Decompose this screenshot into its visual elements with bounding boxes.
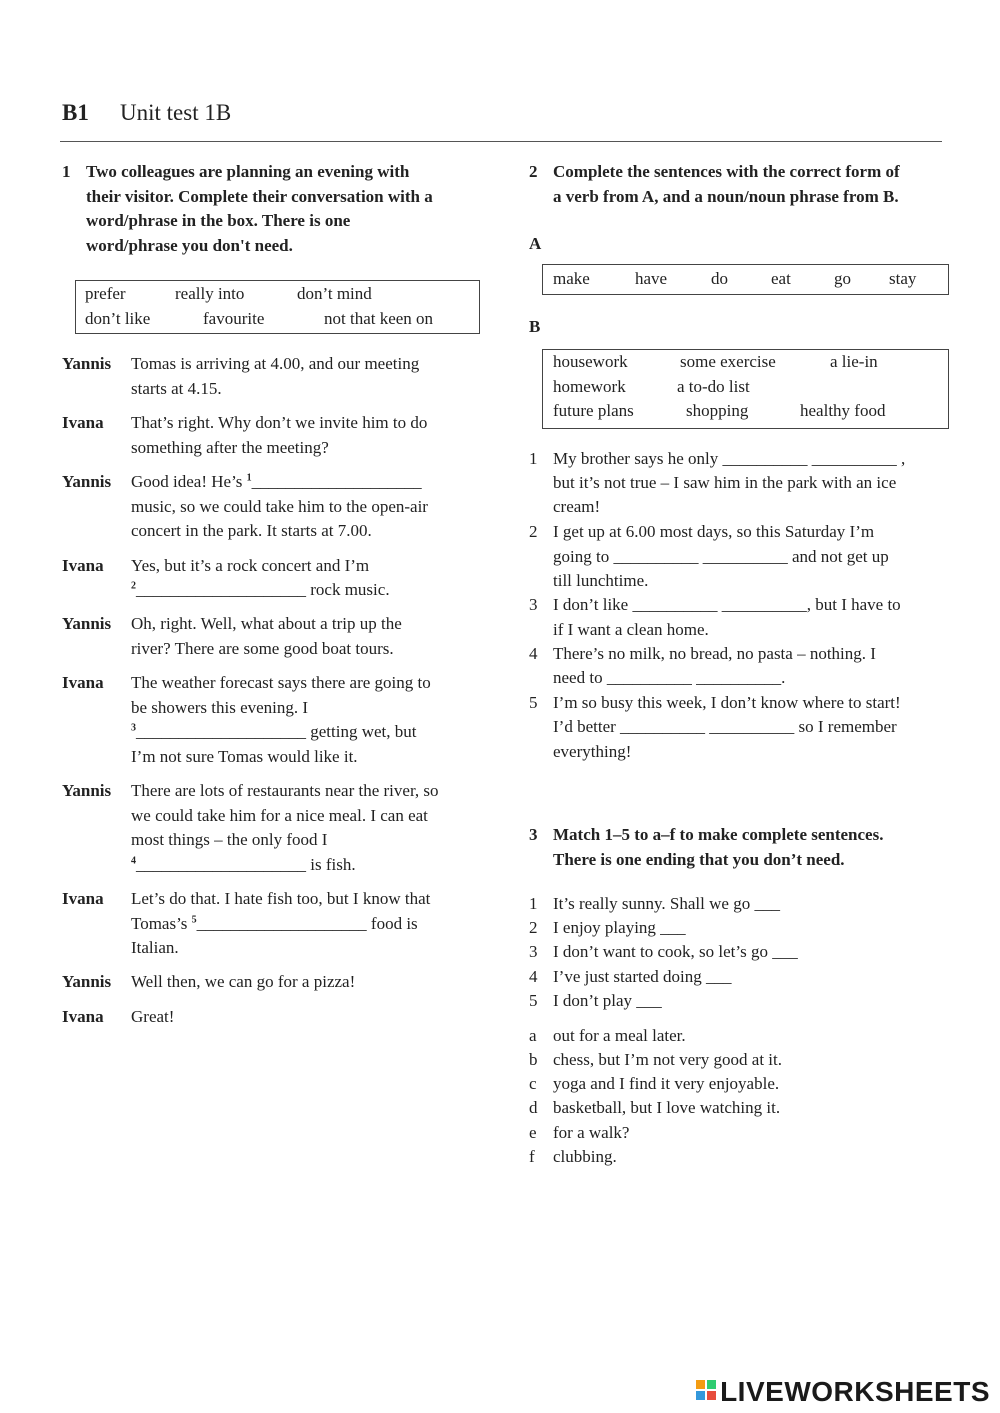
gap-number: 5	[191, 914, 197, 926]
q1-word-box-row	[76, 282, 479, 307]
dialogue-line: music, so we could take him to the open-air	[131, 497, 428, 516]
q3-instruction	[529, 823, 949, 872]
dialogue-text: rock music.	[310, 580, 390, 599]
q1-word: not that keen on	[324, 308, 434, 328]
q2-item-line: There’s no milk, no bread, no pasta – nothing. I	[553, 644, 876, 663]
dialogue-line	[131, 470, 422, 495]
noun-option: housework	[553, 352, 628, 371]
q3-ending-letter: d	[529, 1098, 538, 1117]
q3-ending-letter: f	[529, 1147, 535, 1166]
answer-gap-3[interactable]: ____________________	[136, 722, 306, 741]
answer-gap-1[interactable]: ____________________	[251, 472, 422, 491]
q2-item-line: if I want a clean home.	[553, 620, 709, 639]
box-b-label: B	[529, 317, 541, 336]
speaker-name: Yannis	[62, 472, 112, 491]
speaker-name: Yannis	[62, 781, 112, 800]
dialogue-line: That’s right. Why don’t we invite him to do	[131, 413, 428, 432]
dialogue-line	[131, 720, 416, 745]
dialogue-line: Let’s do that. I hate fish too, but I know that	[131, 889, 431, 908]
noun-box-b	[542, 349, 949, 429]
speaker-name: Ivana	[62, 673, 104, 692]
dialogue-line: river? There are some good boat tours.	[131, 639, 394, 658]
verb-option: have	[635, 269, 668, 288]
q1-word: don’t mind	[297, 284, 372, 303]
speaker-name: Ivana	[62, 1007, 104, 1026]
header-divider	[60, 141, 942, 142]
noun-option: a lie-in	[830, 352, 878, 371]
q2-item-line[interactable]: I’d better __________ __________ so I remember	[553, 717, 897, 736]
speaker-name: Ivana	[62, 889, 104, 908]
dialogue-line: starts at 4.15.	[131, 379, 222, 398]
dialogue-line: Italian.	[131, 938, 179, 957]
dialogue-line: be showers this evening. I	[131, 698, 309, 717]
q3-ending-letter: b	[529, 1050, 538, 1069]
q2-item-number: 1	[529, 449, 538, 468]
answer-gap-2[interactable]: ____________________	[136, 580, 306, 599]
q1-word-box	[75, 280, 480, 334]
box-a-label: A	[529, 234, 542, 253]
dialogue-text: is fish.	[310, 855, 356, 874]
q2-instruction	[529, 160, 949, 209]
verb-option: eat	[771, 269, 791, 288]
q3-start-number: 2	[529, 918, 538, 937]
dialogue-line	[131, 912, 418, 937]
q3-start-text[interactable]: I enjoy playing ___	[553, 918, 686, 937]
gap-number: 2	[131, 580, 136, 592]
q2-item-line: everything!	[553, 742, 632, 761]
dialogue-line: Yes, but it’s a rock concert and I’m	[131, 556, 370, 575]
noun-box-row	[543, 350, 948, 375]
q3-number: 3	[529, 825, 538, 844]
dialogue-text: food is	[370, 914, 418, 933]
q1-word: don’t like	[85, 308, 151, 328]
q2-instruction-line: a verb from A, and a noun/noun phrase from B.	[553, 186, 899, 206]
noun-box-row	[543, 399, 948, 424]
gap-number: 4	[131, 855, 136, 867]
speaker-name: Yannis	[62, 354, 112, 373]
page-title: Unit test 1B	[120, 100, 232, 125]
noun-option: a to-do list	[677, 376, 750, 396]
q3-ending-text: basketball, but I love watching it.	[553, 1098, 781, 1117]
speaker-name: Yannis	[62, 972, 112, 991]
q3-start-text[interactable]: I don’t want to cook, so let’s go ___	[553, 942, 798, 961]
dialogue-line: Oh, right. Well, what about a trip up the	[131, 614, 402, 633]
verb-option: do	[711, 269, 728, 288]
q3-instruction-line: There is one ending that you don’t need.	[553, 849, 845, 869]
q3-ending-text: yoga and I find it very enjoyable.	[553, 1074, 780, 1093]
q3-instruction-line: Match 1–5 to a–f to make complete sentences.	[553, 825, 884, 844]
answer-gap-4[interactable]: ____________________	[136, 855, 306, 874]
q1-word: favourite	[203, 308, 265, 328]
q3-ending-letter: c	[529, 1074, 537, 1093]
q3-ending-letter: a	[529, 1026, 537, 1045]
verb-option: go	[834, 269, 851, 288]
q3-ending-letter: e	[529, 1123, 537, 1142]
dialogue-line: something after the meeting?	[131, 438, 329, 457]
q2-item-number: 3	[529, 595, 538, 614]
q1-number: 1	[62, 162, 71, 181]
dialogue-line	[131, 578, 390, 603]
dialogue-line: Tomas is arriving at 4.00, and our meeting	[131, 354, 420, 373]
q2-item-number: 5	[529, 693, 538, 712]
q3-ending-text: out for a meal later.	[553, 1026, 686, 1045]
answer-gap-5[interactable]: ____________________	[196, 914, 367, 933]
liveworksheets-logo[interactable]	[696, 1376, 990, 1408]
dialogue-line: most things – the only food I	[131, 830, 328, 849]
q1-instruction-line: word/phrase in the box. There is one	[86, 211, 351, 230]
q3-ending-text: clubbing.	[553, 1147, 617, 1166]
q1-instruction-line: Two colleagues are planning an evening with	[86, 162, 410, 181]
liveworksheets-logo-text: LIVEWORKSHEETS	[720, 1376, 990, 1407]
q2-item-line: cream!	[553, 497, 601, 516]
dialogue-line: Great!	[131, 1007, 175, 1026]
gap-number: 3	[131, 722, 136, 734]
q3-start-number: 4	[529, 967, 538, 986]
dialogue-line: There are lots of restaurants near the river, so	[131, 781, 439, 800]
dialogue-line: I’m not sure Tomas would like it.	[131, 747, 358, 766]
q3-ending-text: for a walk?	[553, 1123, 630, 1142]
dialogue-line: Well then, we can go for a pizza!	[131, 972, 356, 991]
level-label: B1	[62, 100, 89, 125]
q2-item-line[interactable]: need to __________ __________.	[553, 668, 786, 687]
q2-instruction-line: Complete the sentences with the correct form of	[553, 162, 900, 181]
q2-item-number: 4	[529, 644, 538, 663]
noun-option: homework	[553, 376, 626, 396]
q1-instruction-line: their visitor. Complete their conversation with a	[86, 186, 433, 206]
q2-item-line[interactable]: My brother says he only __________ __________ ,	[553, 449, 906, 468]
speaker-name: Ivana	[62, 413, 104, 432]
q2-item-line: but it’s not true – I saw him in the park with an ice	[553, 473, 897, 492]
q1-word: really into	[175, 284, 245, 303]
q3-start-text[interactable]: It’s really sunny. Shall we go ___	[553, 894, 780, 913]
q2-item-line: I get up at 6.00 most days, so this Saturday I’m	[553, 522, 875, 541]
speaker-name: Yannis	[62, 614, 112, 633]
dialogue-text: Tomas’s	[131, 914, 188, 933]
noun-box-row	[543, 375, 948, 400]
verb-option: make	[553, 269, 590, 288]
verb-option: stay	[889, 269, 917, 288]
noun-option: shopping	[686, 401, 749, 420]
q1-instruction-line: word/phrase you don't need.	[86, 235, 293, 255]
q2-number: 2	[529, 162, 538, 181]
q2-item-number: 2	[529, 522, 538, 541]
q3-start-number: 1	[529, 894, 538, 913]
q3-start-number: 3	[529, 942, 538, 961]
q2-item-line[interactable]: going to __________ __________ and not get up	[553, 547, 889, 566]
dialogue-line: we could take him for a nice meal. I can eat	[131, 806, 428, 825]
q1-instruction	[62, 160, 482, 258]
noun-option: future plans	[553, 401, 634, 420]
dialogue-line: The weather forecast says there are going to	[131, 673, 431, 692]
q1-word: prefer	[85, 284, 126, 303]
q2-item-line[interactable]: I don’t like __________ __________, but I have to	[553, 595, 901, 614]
dialogue-line	[131, 853, 356, 878]
noun-option: some exercise	[680, 352, 776, 371]
liveworksheets-logo-icon	[696, 1378, 718, 1406]
q3-start-text[interactable]: I’ve just started doing ___	[553, 967, 732, 986]
q3-start-text[interactable]: I don’t play ___	[553, 991, 662, 1010]
q1-word-box-row	[76, 307, 479, 332]
dialogue-text: getting wet, but	[310, 722, 417, 741]
q2-item-line: till lunchtime.	[553, 571, 649, 590]
dialogue-text: Good idea! He’s	[131, 472, 243, 491]
speaker-name: Ivana	[62, 556, 104, 575]
q3-start-number: 5	[529, 991, 538, 1010]
noun-option: healthy food	[800, 401, 886, 420]
q2-item-line: I’m so busy this week, I don’t know where to start!	[553, 693, 901, 712]
verb-box-row	[543, 267, 948, 292]
gap-number: 1	[246, 472, 252, 484]
verb-box-a	[542, 264, 949, 295]
dialogue-line: concert in the park. It starts at 7.00.	[131, 521, 372, 540]
q3-ending-text: chess, but I’m not very good at it.	[553, 1050, 782, 1069]
